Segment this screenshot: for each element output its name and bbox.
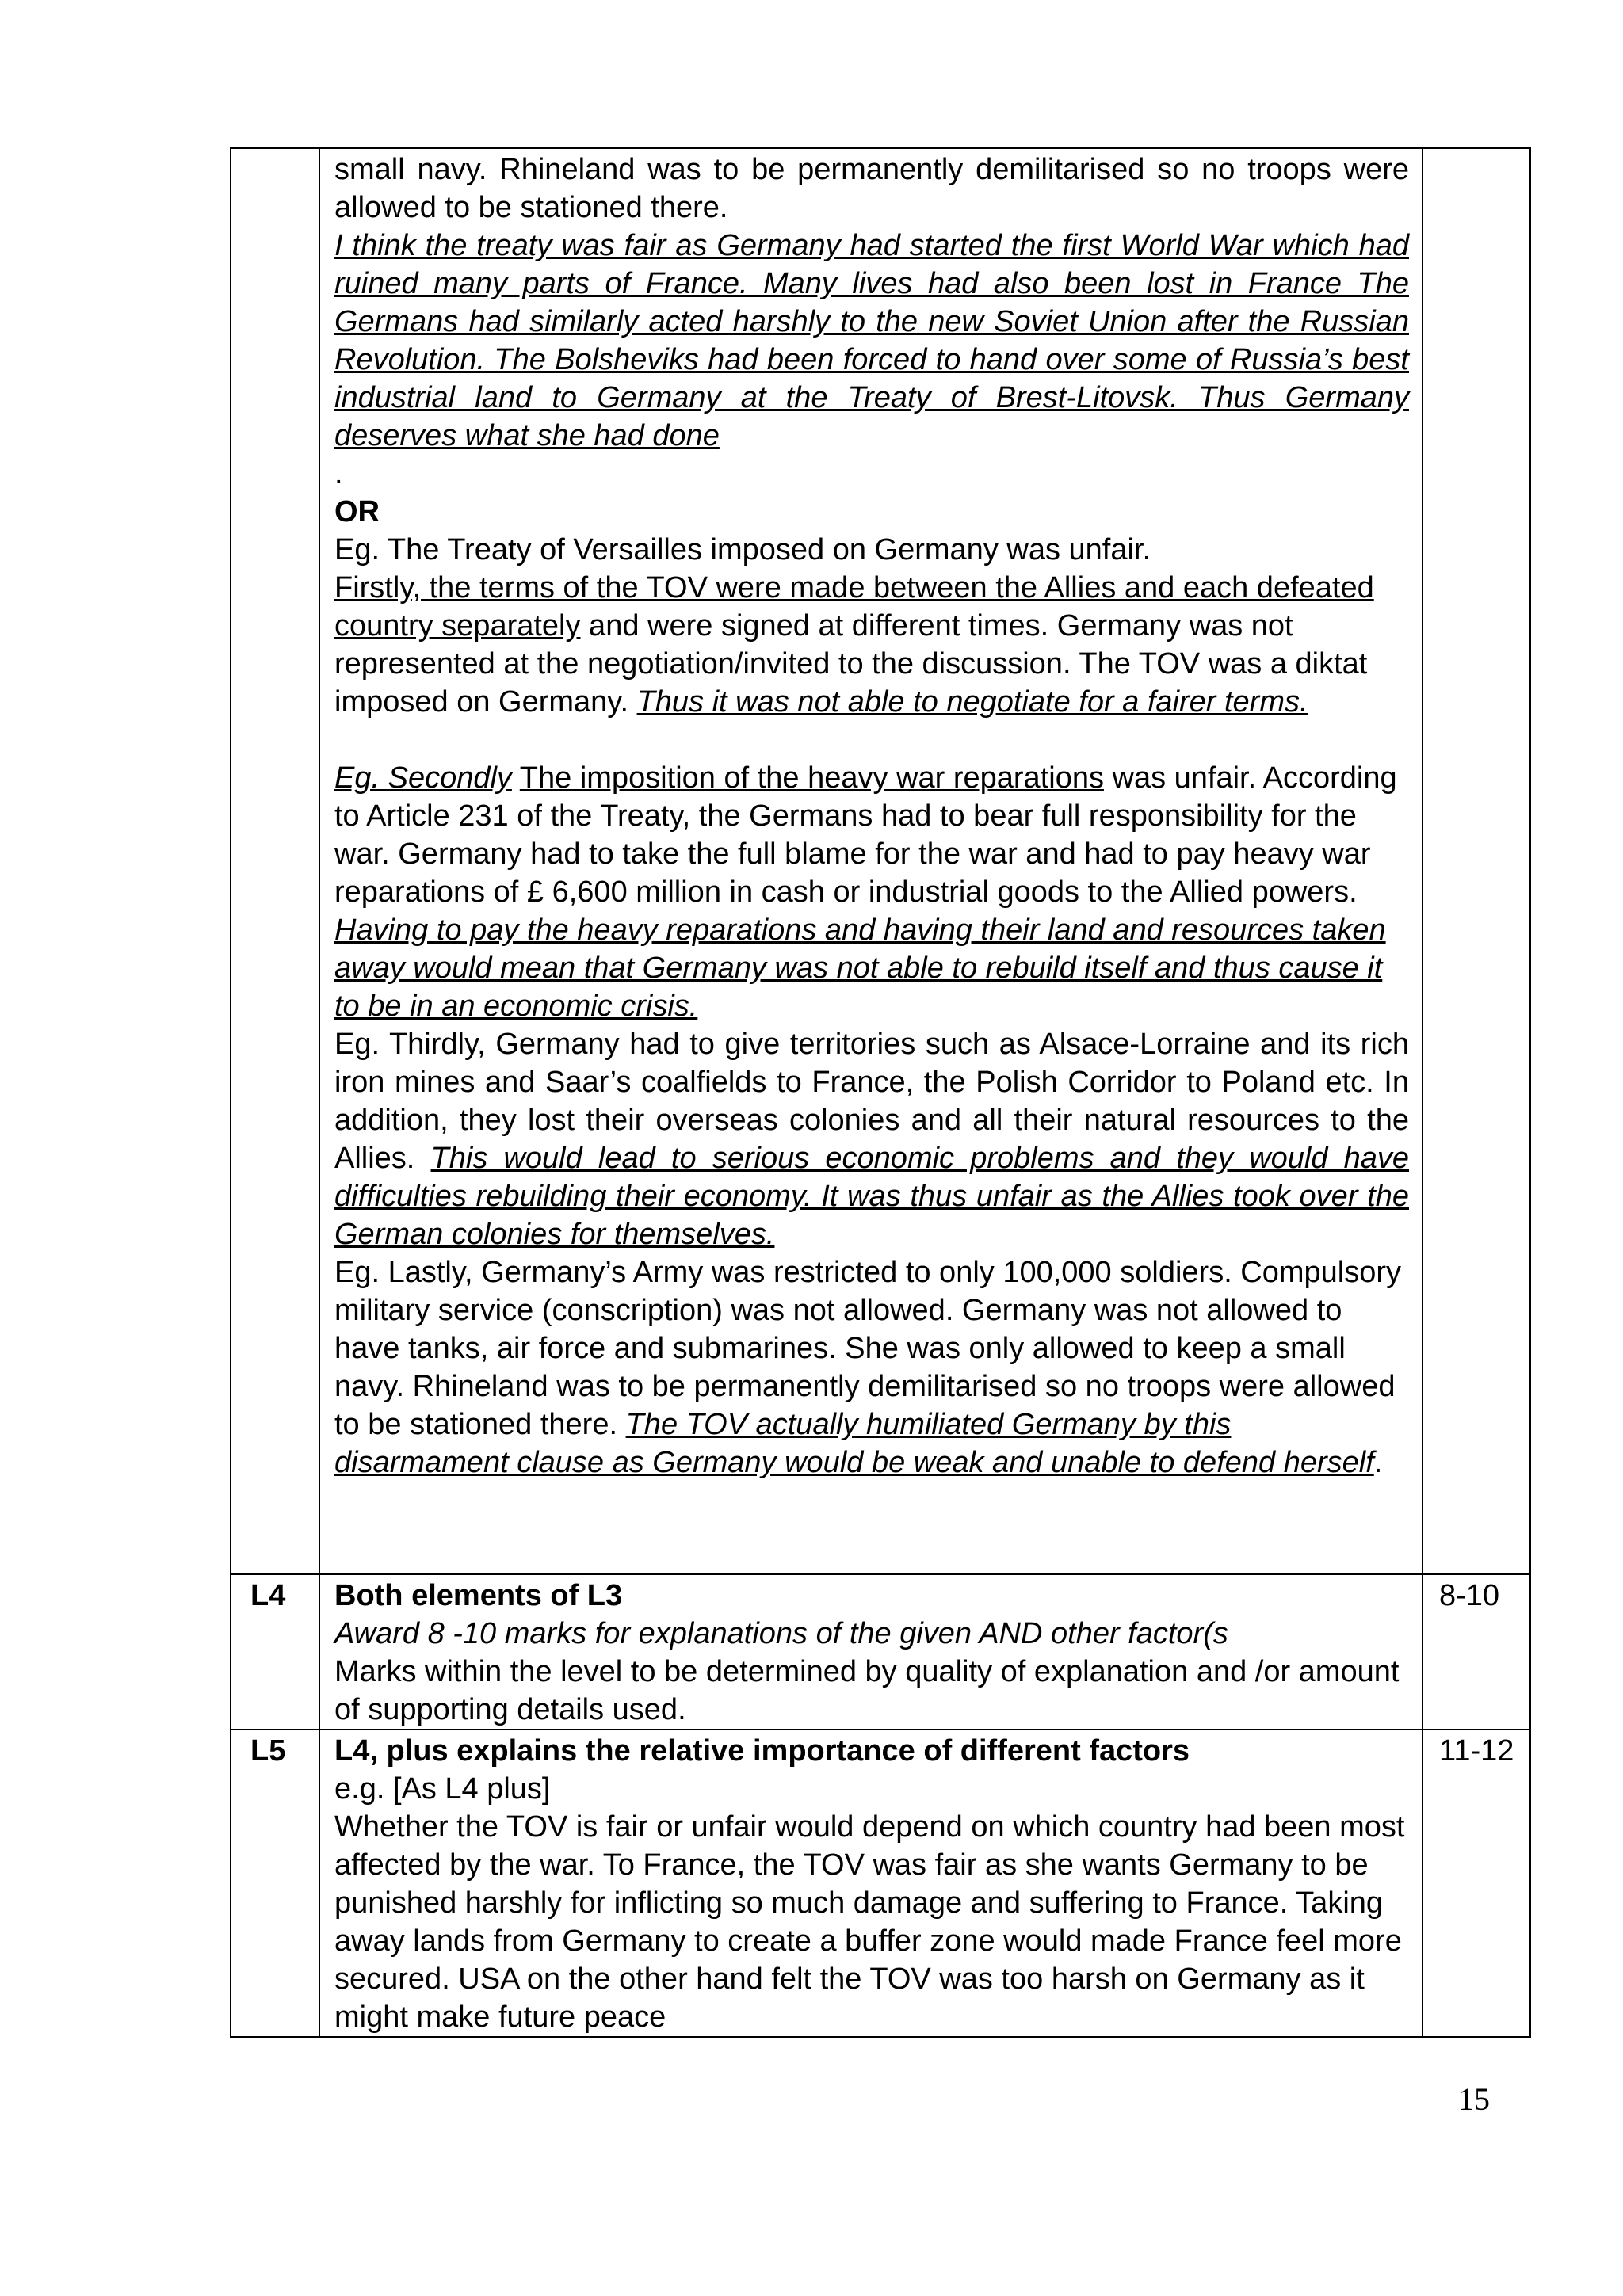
secondly-paragraph — [334, 759, 1409, 1025]
table-row — [231, 1574, 1530, 1730]
thirdly-paragraph — [334, 1025, 1409, 1253]
secondly-space — [512, 761, 520, 795]
paragraph-gap — [334, 721, 1409, 759]
secondly-underlined: The imposition of the heavy war reparations — [519, 761, 1104, 795]
lastly-italic: The TOV actually humiliated Germany by this disarmament clause as Germany would be weak and unable to defend herself — [334, 1408, 1374, 1479]
firstly-paragraph — [334, 569, 1409, 721]
secondly-italic: Having to pay the heavy reparations and having their land and resources taken away would mean that Germany was not able to rebuild itself and thus cause it to be in an economic crisis. — [334, 913, 1386, 1023]
level-heading: L4, plus explains the relative importance of different factors — [334, 1734, 1190, 1768]
separator-dot: . — [334, 457, 343, 490]
level-detail-text: Whether the TOV is fair or unfair would depend on which country had been most affected by the war. To France, the TOV was fair as she wants Germany to be punished harshly for inflicting so much damage and suffering to France. Taking away lands from Germany to create a buffer zone would made France feel more secured. USA on the other hand felt the TOV was too harsh on Germany as it might make future peace — [334, 1810, 1405, 2034]
lastly-end: . — [1373, 1446, 1383, 1479]
lastly-plain: Eg. Lastly, Germany’s Army was restricted to only 100,000 soldiers. Compulsory military service (conscription) was not allowed. Germany was not allowed to have tanks, air force and submarines. She was only allowed to keep a small navy. Rhineland was to be permanently demilitarised so no troops were allowed to be stationed there. — [334, 1256, 1402, 1441]
page-number: 15 — [1458, 2081, 1490, 2117]
or-heading: OR — [334, 495, 380, 528]
mark-scheme-table — [230, 147, 1531, 2038]
lastly-paragraph — [334, 1253, 1409, 1482]
description-cell — [319, 148, 1423, 1574]
thirdly-italic: This would lead to serious economic problems and they would have difficulties rebuilding their economy. It was thus unfair as the Allies took over the German colonies for themselves. — [334, 1142, 1410, 1251]
level-cell — [231, 148, 319, 1574]
fair-opinion-text: I think the treaty was fair as Germany had started the first World War which had ruined many parts of France. Many lives had also been lost in France The Germans had similarly acted harshly to the new Soviet Union after the Russian Revolution. The Bolsheviks had been forced to hand over some of Russia’s best industrial land to Germany at the Treaty of Brest-Litovsk. Thus Germany deserves what she had done — [334, 229, 1409, 452]
unfair-intro: Eg. The Treaty of Versailles imposed on Germany was unfair. — [334, 533, 1151, 566]
thirdly-plain: Eg. Thirdly, Germany had to give territories such as Alsace-Lorraine and its rich iron mines and Saar’s coalfields to France, the Polish Corridor to Poland etc. In addition, they lost their overseas colonies and all their natural resources to the Allies. — [334, 1028, 1409, 1175]
marks-cell: 11-12 — [1423, 1730, 1530, 2037]
description-cell — [319, 1574, 1423, 1730]
level-cell: L4 — [231, 1574, 319, 1730]
level-award-text: Award 8 -10 marks for explanations of the given AND other factor(s — [334, 1617, 1228, 1650]
secondly-lead: Eg. Secondly — [334, 761, 512, 795]
firstly-italic: Thus it was not able to negotiate for a fairer terms. — [636, 685, 1308, 719]
description-cell — [319, 1730, 1423, 2037]
marks-cell — [1423, 148, 1530, 1574]
level-cell: L5 — [231, 1730, 319, 2037]
firstly-plain: and were signed at different times. Germany was not represented at the negotiation/invited to the discussion. The TOV was a diktat imposed on Germany. — [334, 609, 1368, 719]
table-row — [231, 148, 1530, 1574]
continued-text: small navy. Rhineland was to be permanently demilitarised so no troops were allowed to be stationed there. — [334, 153, 1409, 224]
firstly-underlined: Firstly, the terms of the TOV were made between the Allies and each defeated country separately — [334, 571, 1374, 643]
level-example-label: e.g. [As L4 plus] — [334, 1772, 551, 1806]
level-heading: Both elements of L3 — [334, 1579, 623, 1612]
secondly-plain: was unfair. According to Article 231 of the Treaty, the Germans had to bear full responsibility for the war. Germany had to take the full blame for the war and had to pay heavy war reparations of £ 6,600 million in cash or industrial goods to the Allied powers. — [334, 761, 1397, 909]
table-row — [231, 1730, 1530, 2037]
marks-cell: 8-10 — [1423, 1574, 1530, 1730]
level-detail-text: Marks within the level to be determined by quality of explanation and /or amount of supporting details used. — [334, 1655, 1400, 1726]
